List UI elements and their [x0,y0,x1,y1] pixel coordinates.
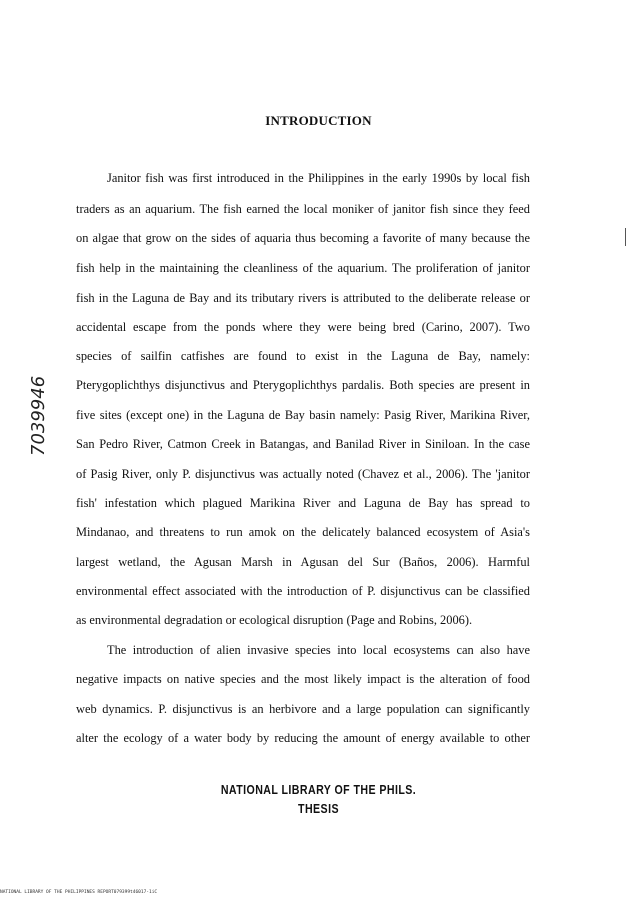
scan-footer: NATIONAL LIBRARY OF THE PHILIPPINES REPORT079399t46017-1iC [0,890,158,895]
page-title: INTRODUCTION [265,113,372,128]
paragraph-1-line-4: fish help in the maintaining the cleanliness of the aquarium. The proliferation of janitor [76,261,530,275]
paragraph-1-line-1: Janitor fish was first introduced in the Philippines in the early 1990s by local fish [107,171,530,185]
paragraph-2-line-3: web dynamics. P. disjunctivus is an herbivore and a large population can significantly [76,702,530,716]
library-stamp-line-2: THESIS [298,802,339,816]
paragraph-1-line-7: species of sailfin catfishes are found to exist in the Laguna de Bay, namely: [76,349,530,363]
paragraph-1-line-11: of Pasig River, only P. disjunctivus was actually noted (Chavez et al., 2006). The 'janitor [76,467,530,481]
paragraph-1-line-5: fish in the Laguna de Bay and its tributary rivers is attributed to the deliberate release or [76,291,530,305]
paragraph-1-line-12: fish' infestation which plagued Marikina River and Laguna de Bay has spread to [76,496,530,510]
paragraph-1-line-8: Pterygoplichthys disjunctivus and Pterygoplichthys pardalis. Both species are present in [76,378,530,392]
paragraph-1-line-13: Mindanao, and threatens to run amok on the delicately balanced ecosystem of Asia's [76,525,530,539]
paragraph-1-line-9: five sites (except one) in the Laguna de Bay basin namely: Pasig River, Marikina River, [76,408,530,422]
paragraph-2-line-1: The introduction of alien invasive species into local ecosystems can also have [107,643,530,657]
paragraph-1-line-2: traders as an aquarium. The fish earned the local moniker of janitor fish since they feed [76,202,530,216]
scan-mark [625,228,626,246]
paragraph-1-line-14: largest wetland, the Agusan Marsh in Agusan del Sur (Baños, 2006). Harmful [76,555,530,569]
accession-number: 7039946 [28,375,49,456]
library-stamp-line-1: NATIONAL LIBRARY OF THE PHILS. [220,783,417,797]
paragraph-2-line-4: alter the ecology of a water body by reducing the amount of energy available to other [76,731,530,745]
paragraph-1-line-15: environmental effect associated with the introduction of P. disjunctivus can be classified [76,584,530,598]
paragraph-1-line-10: San Pedro River, Catmon Creek in Batangas, and Banilad River in Siniloan. In the case [76,437,530,451]
paragraph-1-line-6: accidental escape from the ponds where they were being bred (Carino, 2007). Two [76,320,530,334]
paragraph-1-line-3: on algae that grow on the sides of aquaria thus becoming a favorite of many because the [76,231,530,245]
paragraph-1-line-16: as environmental degradation or ecological disruption (Page and Robins, 2006). [76,613,473,627]
paragraph-2-line-2: negative impacts on native species and the most likely impact is the alteration of food [76,672,530,686]
